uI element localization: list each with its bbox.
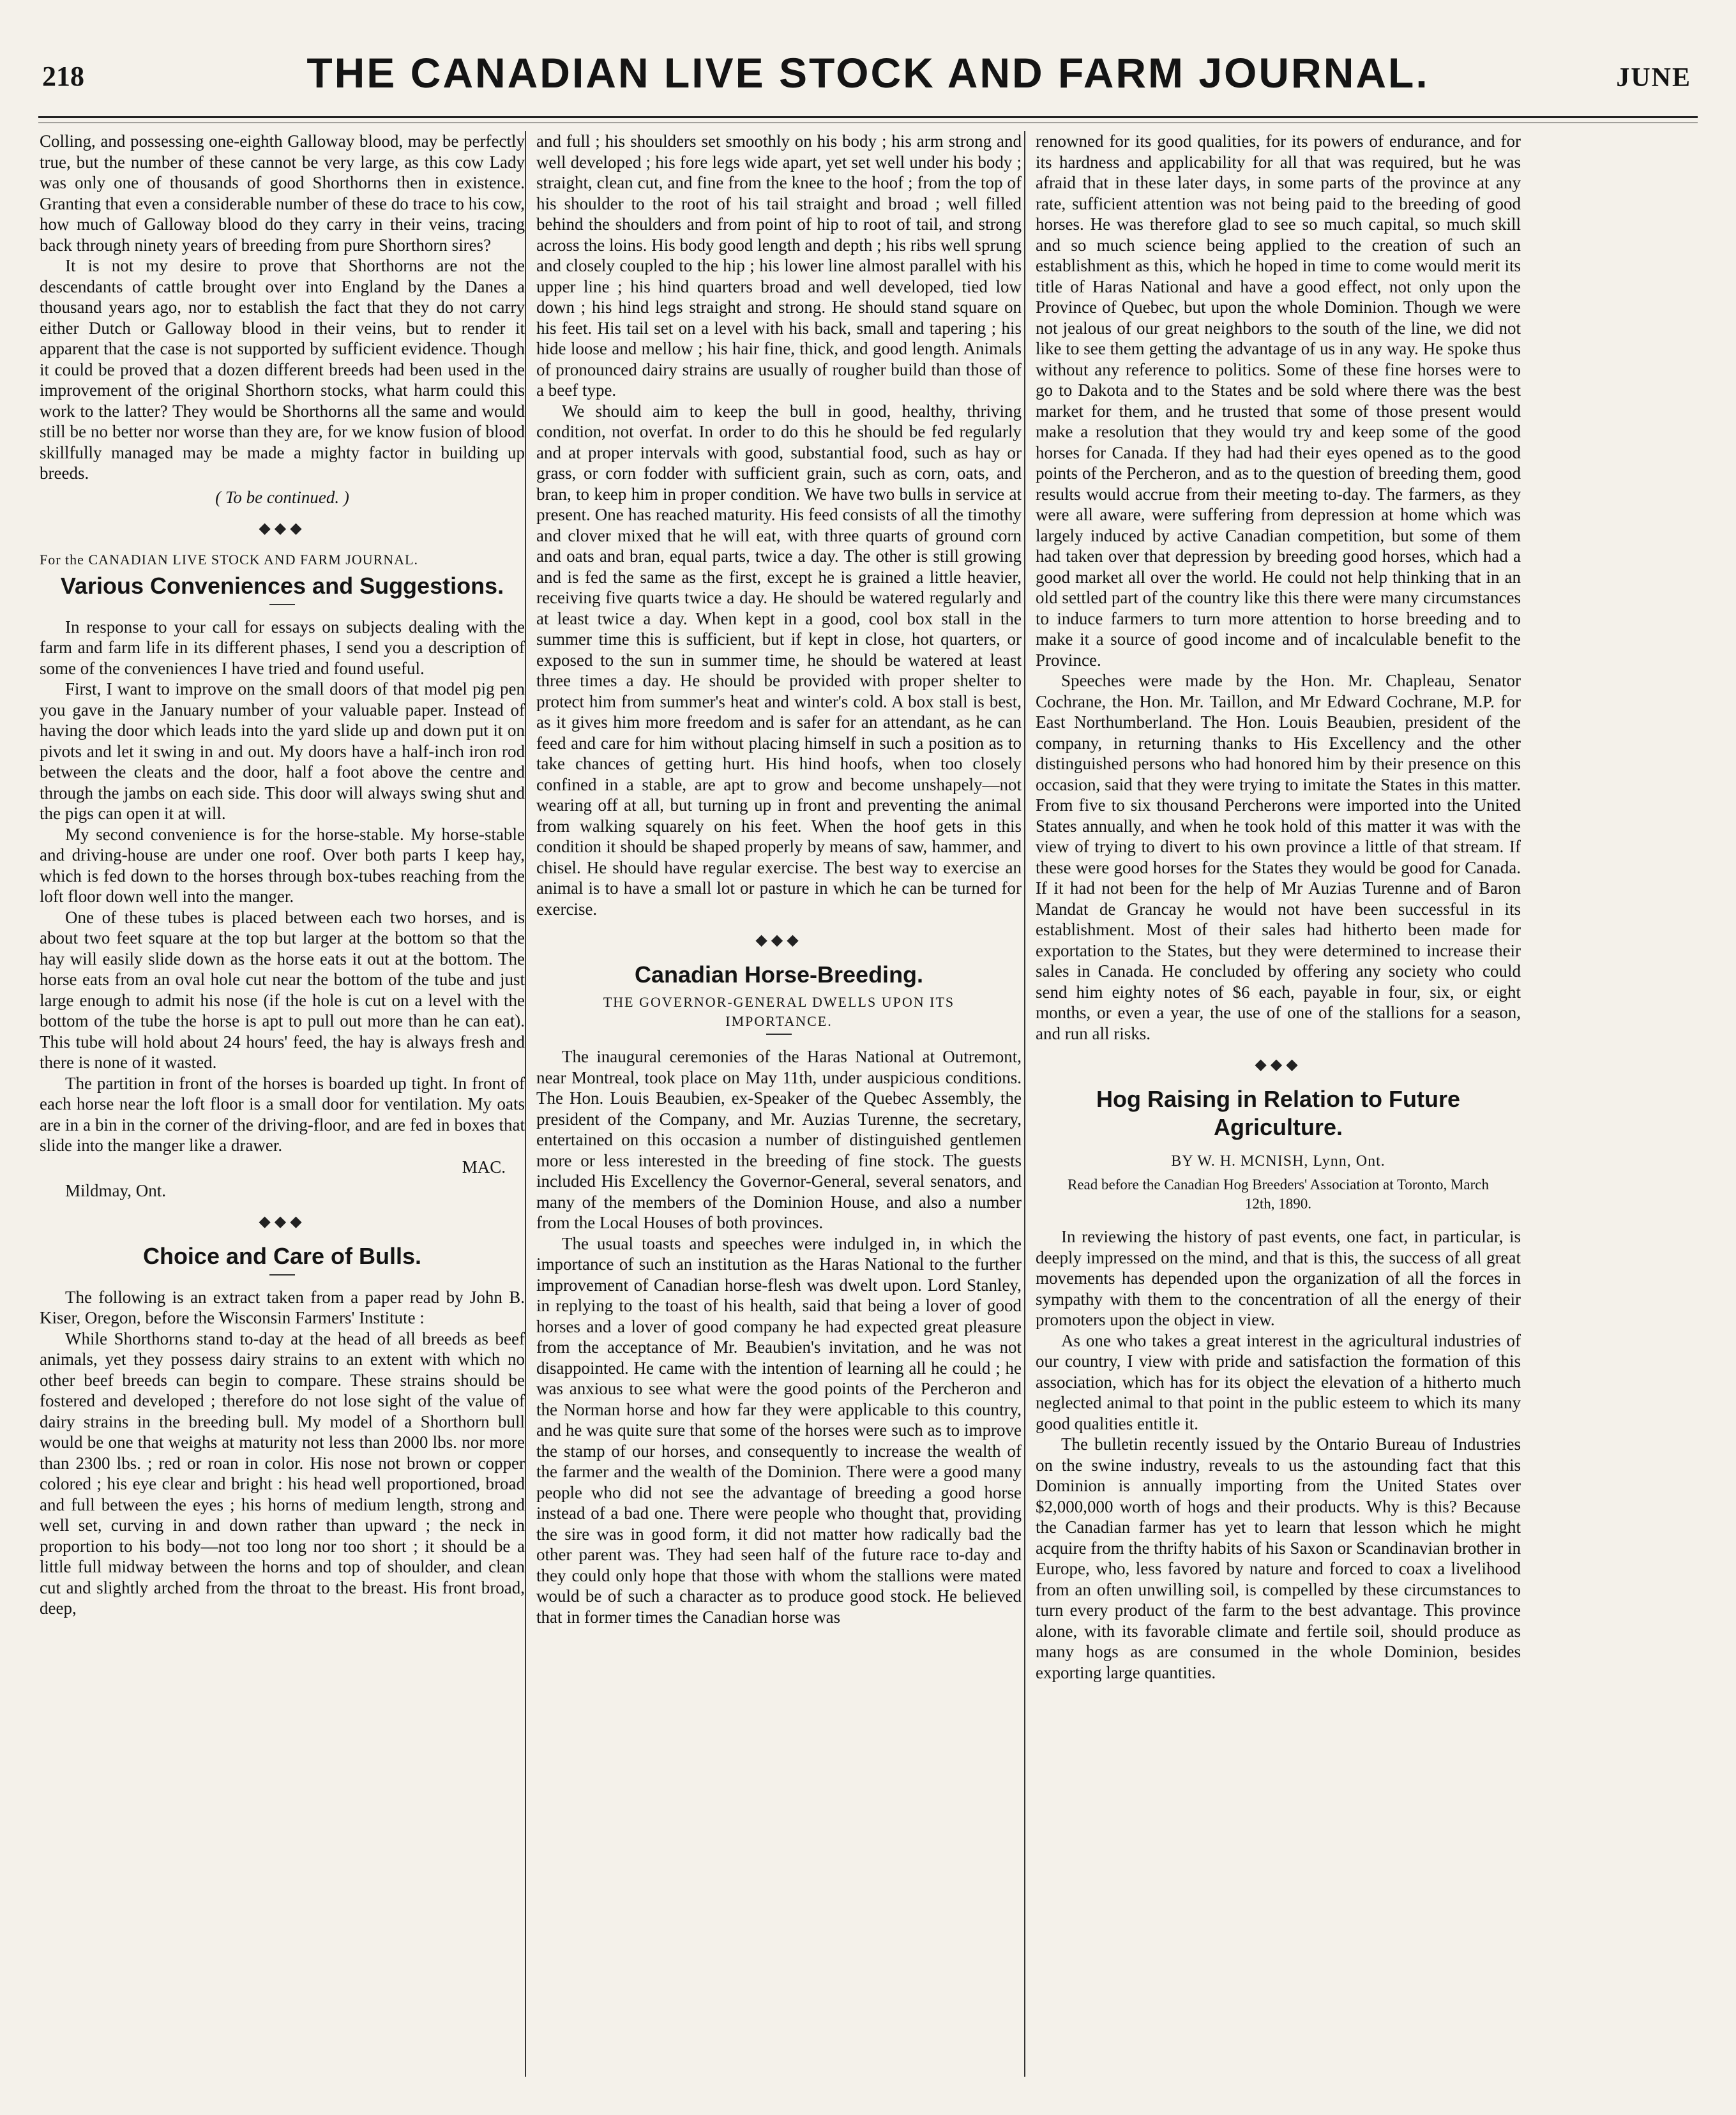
section-ornament: ◆◆◆ — [259, 1213, 306, 1230]
header-rule — [38, 116, 1698, 118]
paragraph: Colling, and possessing one-eighth Galloway blood, may be perfectly true, but the number of these cannot be very large, as this cow Lady was only one of thousands of good Shorthorns then in existence. Granting that even a considerable number of these do trace to his cow, how much of Galloway blood do they carry in their veins, tracing back through ninety years of breeding from pure Shorthorn sires? — [40, 132, 525, 255]
column-2 — [536, 131, 1022, 2086]
section-ornament: ◆◆◆ — [259, 520, 306, 537]
article-byline: BY W. H. MCNISH, Lynn, Ont. — [1171, 1153, 1385, 1170]
page-number: 218 — [42, 61, 84, 92]
article-note: Read before the Canadian Hog Breeders' Association at Toronto, March 12th, 1890. — [1068, 1177, 1489, 1212]
column-divider — [1024, 131, 1025, 2077]
paragraph: As one who takes a great interest in the agricultural industries of our country, I view with pride and satisfaction the formation of this association, which has for its object the elevation of a hitherto much neglected animal to that point in the public esteem to which its many good qualities entitle it. — [1036, 1330, 1521, 1433]
page-header — [38, 45, 1698, 115]
paragraph: and full ; his shoulders set smoothly on his body ; his arm strong and well developed ; his fore legs wide apart, yet set well under his body ; straight, clean cut, and fine from the knee to the hoof ; from the top of his shoulder to the root of his tail straight and broad ; well filled behind the shoulders and from point of hip to root of tail, and strong across the loins. His body good length and depth ; his ribs well sprung and closely coupled to the hip ; his lower line almost parallel with his upper line ; his hind quarters broad and well developed, tied low down ; his hind legs straight and strong. He should stand square on his feet. His tail set on a level with his back, small and tapering ; his hide loose and mellow ; his hair fine, thick, and good length. Animals of pronounced dairy strains are usually of rougher build than those of a beef type. — [536, 132, 1022, 400]
paragraph: First, I want to improve on the small doors of that model pig pen you gave in the January number of your valuable paper. Instead of having the door which leads into the yard slide up and down put it on pivots and let it swing in and out. My doors have a half-inch iron rod between the cleats and the door, half a foot above the centre and through the jambs on each side. This door will always swing shut and the pigs can open it at will. — [40, 679, 525, 823]
paragraph: While Shorthorns stand to-day at the head of all breeds as beef animals, yet they possess dairy strains to an extent with which no other beef breeds can begin to compare. These strains should be fostered and developed ; therefore do not lose sight of the value of dairy strains in the breeding bull. My model of a Shorthorn bull would be one that weighs at maturity not less than 2000 lbs. nor more than 2300 lbs. ; red or roan in color. His nose not brown or copper colored ; his eye clear and bright : his head well proportioned, broad and full between the eyes ; his horns of medium length, strong and well set, curving in and down rather than upward ; the neck in proportion to his body—not too long nor too short ; it should be a little full midway between the horns and top of shoulder, and clean cut and slightly arched from the throat to the breast. His front broad, deep, — [40, 1328, 525, 1618]
author-signature: MAC. — [462, 1157, 506, 1177]
section-ornament: ◆◆◆ — [755, 932, 803, 949]
paragraph: The inaugural ceremonies of the Haras National at Outremont, near Montreal, took place on May 11th, under auspicious conditions. The Hon. Louis Beaubien, ex-Speaker of the Quebec Assembly, the president of the Company, and Mr. Auzias Turenne, the secretary, entertained on this occasion a number of distinguished gentlemen more or less interested in the breeding of fine stock. The guests included His Excellency the Governor-General, several senators, and many of the members of the Dominion House, and also a number from the Local Houses of both provinces. — [536, 1047, 1022, 1232]
to-be-continued: ( To be continued. ) — [215, 487, 349, 507]
article-heading: Hog Raising in Relation to Future Agriculture. — [1096, 1086, 1460, 1140]
heading-rule — [269, 1274, 295, 1276]
paragraph: One of these tubes is placed between each two horses, and is about two feet square at the top but larger at the bottom so that the hay will easily slide down as the horse eats it out at the bottom. The horse eats from an oval hole cut near the bottom of the tube and just large enough to admit his nose (if the hole is cut on a level with the bottom of the tube the horse is apt to pull out more than he can eat). This tube will hold about 24 hours' feed, the hay is always fresh and there is none of it wasted. — [40, 907, 525, 1072]
column-divider — [525, 131, 526, 2077]
column-1 — [40, 131, 525, 2086]
heading-rule — [766, 1034, 792, 1035]
paragraph: In response to your call for essays on subjects dealing with the farm and farm life in its different phases, I send you a description of some of the conveniences I have tried and found useful. — [40, 617, 525, 678]
paragraph: renowned for its good qualities, for its powers of endurance, and for its hardness and applicability for all that was required, but he was afraid that in these later days, in some parts of the province at any rate, sufficient attention was not being paid to the breeding of good horses. He was therefore glad to see so much capital, so much skill and so much science being applied to the creation of such an establishment as this, which he hoped in time to come would merit its title of Haras National and have a good effect, not only upon the Province of Quebec, but upon the whole Dominion. Though we were not jealous of our great neighbors to the south of the line, we did not like to see them getting the advantage of us in any way. He spoke thus without any reference to politics. Some of these fine horses were to go to Dakota and to the States and be sold where there was the best market for them, and he trusted that some of those present would make a resolution that they would try and keep some of the good horses for Canada. If they had had their eyes opened as to the good points of the Percheron, and as to the question of breeding them, good results would accrue from their meeting to-day. The farmers, as they were all aware, were suffering from depression at home which was largely induced by active Canadian competition, but some of them had taken over that depression by breeding good horses, which had a good market all over the world. He could not help thinking that in an old settled part of the country like this there were many circumstances to induce farmers to turn more attention to horse breeding and to make it a source of good income and of incalculable benefit to the Province. — [1036, 132, 1521, 670]
dateline-place: Mildmay, Ont. — [65, 1180, 166, 1200]
paragraph: The partition in front of the horses is boarded up tight. In front of each horse near the loft floor is a small door for ventilation. My oats are in a bin in the corner of the driving-floor, and are fed in boxes that slide into the manger like a drawer. — [40, 1073, 525, 1155]
column-3 — [1036, 131, 1521, 2086]
article-heading: Choice and Care of Bulls. — [142, 1242, 422, 1269]
heading-rule — [269, 604, 295, 605]
article-credit: For the CANADIAN LIVE STOCK AND FARM JOURNAL. — [40, 551, 418, 568]
paragraph: My second convenience is for the horse-stable. My horse-stable and driving-house are under one roof. Over both parts I keep hay, which is fed down to the horses through box-tubes reaching from the loft floor down well into the manger. — [40, 824, 525, 906]
article-heading: Canadian Horse-Breeding. — [634, 961, 924, 988]
paragraph: The usual toasts and speeches were indulged in, in which the importance of such an institution as the Haras National to the further improvement of Canadian horse-flesh was dwelt upon. Lord Stanley, in replying to the toast of his health, said that being a lover of good horses and a lover of good company he had expected great pleasure from the acceptance of Mr. Beaubien's invitation, and he was not disappointed. He came with the intention of learning all he could ; he was anxious to see what were the good points of the Percheron and the Norman horse and how far they were applicable to this country, and he was quite sure that some of the horses were such as to improve the stamp of our horses, and consequently to increase the wealth of the farmer and the wealth of the Dominion. There were a good many people who did not see the advantage of breeding a good horse instead of a bad one. There were people who thought that, providing the sire was in good form, it did not matter how radically bad the other parent was. They had seen half of the future race to-day and they could only hope that those with whom the stallions were mated would be of such a character as to produce good stock. He believed that in former times the Canadian horse was — [536, 1233, 1022, 1627]
paragraph: In reviewing the history of past events, one fact, in particular, is deeply impressed on the mind, and that is this, the success of all great movements has depended upon the organization of all the forces in sympathy with them to the concentration of all the energy of their promoters upon the object in view. — [1036, 1227, 1521, 1329]
paragraph: Speeches were made by the Hon. Mr. Chapleau, Senator Cochrane, the Hon. Mr. Taillon, and Mr Edward Cochrane, M.P. for East Northumberland. The Hon. Louis Beaubien, president of the company, in returning thanks to His Excellency and the other distinguished persons who had honored him by their presence on this occasion, said that they were trying to imitate the States in this matter. From five to six thousand Percherons were imported into the United States annually, and when he took hold of this matter it was with the view of trying to divert to his own province a little of that stream. If these were good horses for the States they would be good for Canada. If it had not been for the help of Mr Auzias Turenne and of Baron Mandat de Grancay he would not have been successful in its establishment. Most of their sales had hitherto been made for exportation to the States, but they were determined to increase their sales in Canada. He concluded by offering any society who could send him eighty notes of $6 each, payable in four, six, or eight months, or even a year, the use of one of the stallions for a season, and run all risks. — [1036, 671, 1521, 1043]
article-heading: Various Conveniences and Suggestions. — [60, 572, 504, 599]
journal-title: THE CANADIAN LIVE STOCK AND FARM JOURNAL. — [306, 49, 1430, 96]
article-subheading: THE GOVERNOR-GENERAL DWELLS UPON ITS IMPORTANCE. — [603, 994, 955, 1029]
paragraph: It is not my desire to prove that Shorthorns are not the descendants of cattle brought over into England by the Danes a thousand years ago, nor to establish the fact that they do not carry either Dutch or Galloway blood in their veins, but to render it apparent that the case is not supported by sufficient evidence. Though it could be proved that a dozen different breeds had been used in the improvement of the original Shorthorn stocks, what harm could this work to the latter? They would be Shorthorns all the same and would still be no better nor worse than they are, for we know fusion of blood skillfully managed may be made a mighty factor in building up breeds. — [40, 256, 525, 483]
paragraph: The following is an extract taken from a paper read by John B. Kiser, Oregon, before the Wisconsin Farmers' Institute : — [40, 1287, 525, 1327]
paragraph: We should aim to keep the bull in good, healthy, thriving condition, not overfat. In order to do this he should be fed regularly and at proper intervals with good, substantial food, such as hay or grass, or corn fodder with sufficient grain, such as corn, oats, and bran, to keep him in proper condition. We have two bulls in service at present. One has reached maturity. His feed consists of all the timothy and clover mixed that he will eat, with three quarts of ground corn and oats and bran, equal parts, twice a day. The other is still growing and is fed the same as the first, except he is grained a little heavier, receiving five quarts twice a day. He should be watered regularly and at least twice a day. When kept in a good, cool box stall in the summer time this is sufficient, but if kept in close, hot quarters, or exposed to the sun in summer time, he should be watered at least three times a day. He should be provided with proper shelter to protect him from summer's heat and winter's cold. A box stall is best, as it gives him more freedom and is safer for an attendant, as he can feed and care for him without placing himself in such a position as to take chances of getting hurt. His hind hoofs, when too closely confined in a stable, are apt to grow and become unshapely—not wearing off at all, but turning up in front and preventing the animal from walking squarely on his feet. When the hoof gets in this condition it should be shaped properly by means of saw, hammer, and chisel. He should have regular exercise. The best way to exercise an animal is to have a small lot or pasture in which he can be turned for exercise. — [536, 401, 1022, 919]
paragraph: The bulletin recently issued by the Ontario Bureau of Industries on the swine industry, reveals to us the astounding fact that this Dominion is annually importing from the United States over $2,000,000 worth of hogs and their products. Why is this? Because the Canadian farmer has yet to learn that lesson which he might acquire from the thrifty habits of his Saxon or Scandinavian brother in Europe, who, less favored by nature and forced to coax a livelihood from an often unwilling soil, is compelled by these circumstances to turn every product of the farm to the best advantage. This province alone, with its favorable climate and fertile soil, should produce as many hogs as are consumed in the whole Dominion, besides exporting large quantities. — [1036, 1434, 1521, 1682]
issue-month: JUNE — [1616, 63, 1691, 93]
section-ornament: ◆◆◆ — [1255, 1057, 1302, 1073]
